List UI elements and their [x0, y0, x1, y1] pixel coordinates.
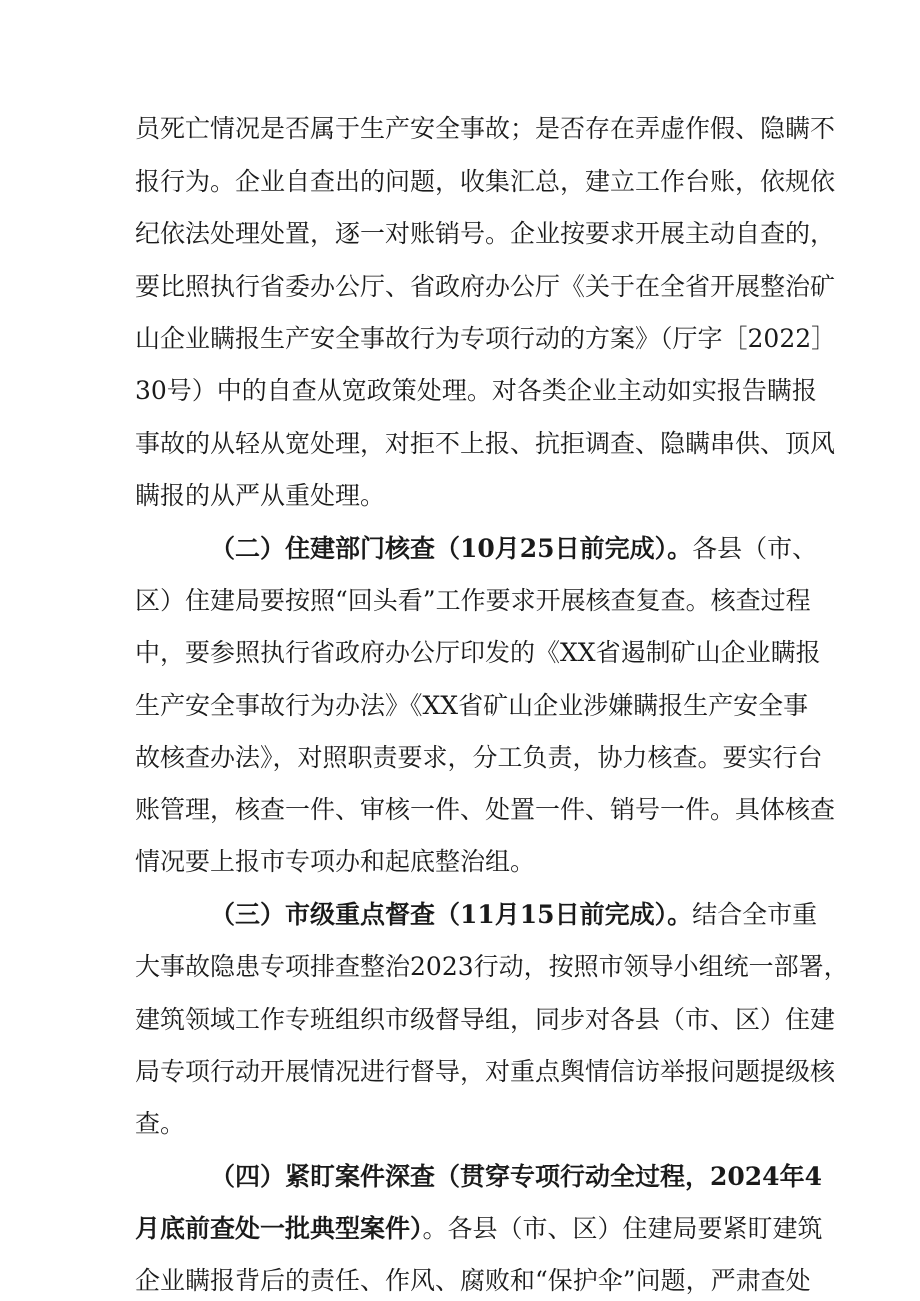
text-line: 要比照执行省委办公厅、省政府办公厅《关于在全省开展整治矿	[135, 272, 836, 301]
text-line: 中，要参照执行省政府办公厅印发的《XX省遏制矿山企业瞒报	[135, 638, 821, 667]
section-2-first-line	[210, 532, 818, 566]
section-2-heading: （二）住建部门核查（10月25日前完成）。	[210, 534, 693, 563]
text-line: 山企业瞒报生产安全事故行为专项行动的方案》（厅字［2022］	[135, 324, 837, 353]
text-line: 生产安全事故行为办法》《XX省矿山企业涉嫌瞒报生产安全事	[135, 691, 809, 720]
text-line: 报行为。企业自查出的问题，收集汇总，建立工作台账，依规依	[135, 167, 836, 196]
text-line: 局专项行动开展情况进行督导，对重点舆情信访举报问题提级核	[135, 1057, 836, 1086]
text-line: 瞒报的从严从重处理。	[135, 481, 386, 510]
text-line: 纪依法处理处置，逐一对账销号。企业按要求开展主动自查的，	[135, 219, 836, 248]
section-2-text: 各县（市、	[692, 534, 818, 563]
section-3-first-line	[210, 898, 818, 932]
text-line: 30号）中的自查从宽政策处理。对各类企业主动如实报告瞒报	[135, 376, 817, 405]
section-4-text: 。各县（市、区）住建局要紧盯建筑	[422, 1214, 823, 1243]
text-line: 账管理，核查一件、审核一件、处置一件、销号一件。具体核查	[135, 795, 836, 824]
text-line: 企业瞒报背后的责任、作风、腐败和“保护伞”问题，严肃查处	[135, 1266, 811, 1295]
text-line: 查。	[135, 1109, 186, 1138]
text-line: 建筑领域工作专班组织市级督导组，同步对各县（市、区）住建	[135, 1005, 836, 1034]
text-line: 事故的从轻从宽处理，对拒不上报、抗拒调查、隐瞒串供、顶风	[135, 429, 836, 458]
text-line: 情况要上报市专项办和起底整治组。	[135, 847, 536, 876]
text-line: 员死亡情况是否属于生产安全事故；是否存在弄虚作假、隐瞒不	[135, 114, 836, 143]
section-3-text: 结合全市重	[692, 900, 818, 929]
text-line: 大事故隐患专项排查整治2023行动，按照市领导小组统一部署，	[135, 952, 849, 981]
text-line: 区）住建局要按照“回头看”工作要求开展核查复查。核查过程	[135, 586, 811, 615]
text-line: 故核查办法》，对照职责要求，分工负责，协力核查。要实行台	[135, 743, 823, 772]
section-3-heading: （三）市级重点督查（11月15日前完成）。	[210, 900, 693, 929]
section-4-second-line	[135, 1212, 823, 1246]
section-4-heading: （四）紧盯案件深查（贯穿专项行动全过程，2024年4	[210, 1162, 822, 1191]
section-4-heading-cont: 月底前查处一批典型案件）	[135, 1214, 423, 1243]
